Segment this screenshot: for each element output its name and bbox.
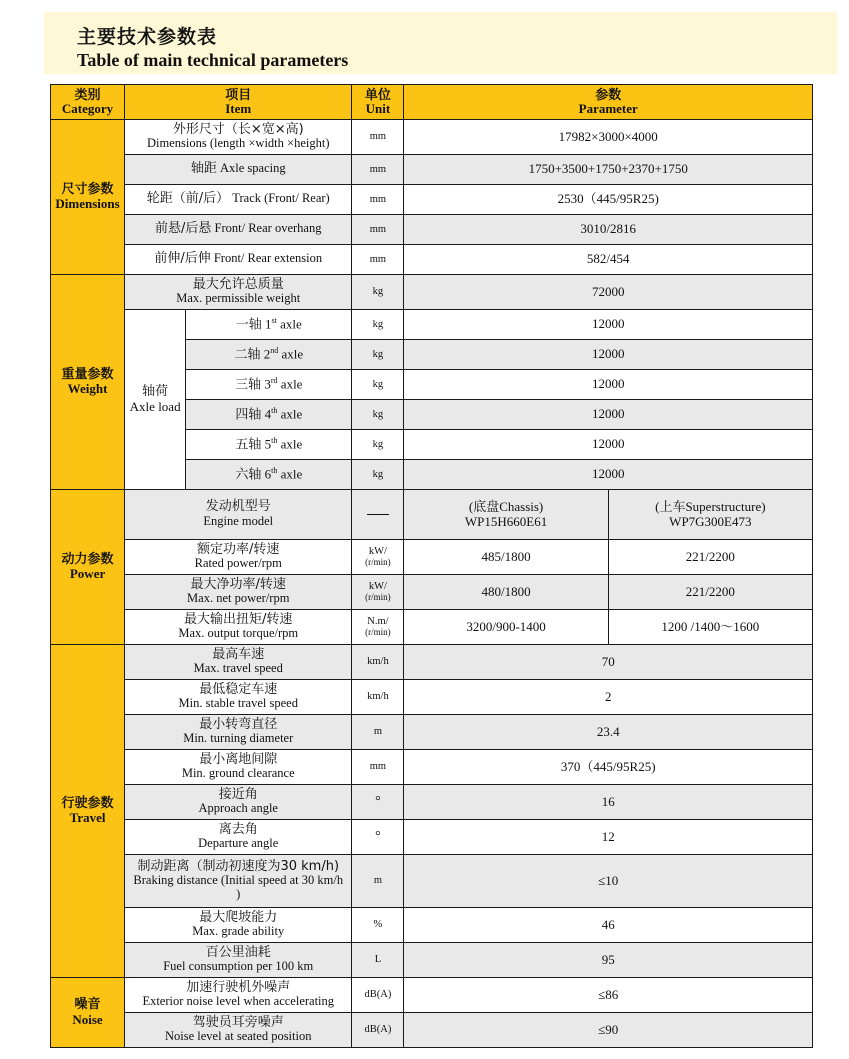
unit-cell: L [352, 943, 404, 978]
item-axle-spacing: 轴距 Axle spacing [125, 155, 352, 185]
item-min-speed: 最低稳定车速 Min. stable travel speed [125, 680, 352, 715]
unit-cell: dB(A) [352, 978, 404, 1013]
item-axle-load: 轴荷 Axle load [125, 310, 186, 490]
table-row [51, 575, 813, 610]
item-braking-distance: 制动距离（制动初速度为30 km/h) Braking distance (Initial speed at 30 km/h ) [125, 855, 352, 908]
item-exterior-noise: 加速行驶机外噪声 Exterior noise level when accelerating [125, 978, 352, 1013]
table-header-row [51, 85, 813, 120]
value-cell: 23.4 [404, 715, 813, 750]
table-row [51, 120, 813, 155]
dash-mark [367, 514, 389, 515]
value-cell: 221/2200 [608, 540, 812, 575]
table-row [51, 245, 813, 275]
item-departure-angle: 离去角 Departure angle [125, 820, 352, 855]
page-title-en: Table of main technical parameters [77, 50, 349, 70]
unit-cell: m [352, 855, 404, 908]
unit-cell: kW/ (r/min) [352, 540, 404, 575]
value-cell: 485/1800 [404, 540, 608, 575]
item-dimensions: 外形尺寸（长×宽×高) Dimensions (length ×width ×height) [125, 120, 352, 155]
unit-cell: mm [352, 120, 404, 155]
unit-cell: kg [352, 400, 404, 430]
table-row [51, 310, 813, 340]
value-cell: 12000 [404, 310, 813, 340]
table-row [51, 645, 813, 680]
table-row [51, 215, 813, 245]
table-row [51, 610, 813, 645]
unit-cell: kg [352, 310, 404, 340]
item-torque: 最大输出扭矩/转速 Max. output torque/rpm [125, 610, 352, 645]
table-row [51, 1013, 813, 1048]
unit-cell: ° [352, 785, 404, 820]
item-grade-ability: 最大爬坡能力 Max. grade ability [125, 908, 352, 943]
value-cell: 221/2200 [608, 575, 812, 610]
value-cell: 12 [404, 820, 813, 855]
value-cell: 2530（445/95R25) [404, 185, 813, 215]
value-cell: 12000 [404, 460, 813, 490]
value-cell: 1750+3500+1750+2370+1750 [404, 155, 813, 185]
value-super-engine: (上车Superstructure) WP7G300E473 [608, 490, 812, 540]
item-axle-5: 五轴 5th axle [186, 430, 352, 460]
table-row [51, 820, 813, 855]
category-noise: 噪音 Noise [51, 978, 125, 1048]
item-engine-model: 发动机型号 Engine model [125, 490, 352, 540]
page-title-cn: 主要技术参数表 [77, 26, 218, 48]
value-cell: 1200 /1400～1600 [608, 610, 812, 645]
item-rated-power: 额定功率/转速 Rated power/rpm [125, 540, 352, 575]
header-unit: 单位 Unit [352, 85, 404, 120]
value-cell: 12000 [404, 340, 813, 370]
value-cell: 95 [404, 943, 813, 978]
value-cell: 12000 [404, 400, 813, 430]
value-cell: 12000 [404, 430, 813, 460]
item-axle-6: 六轴 6th axle [186, 460, 352, 490]
item-max-speed: 最高车速 Max. travel speed [125, 645, 352, 680]
table-row [51, 855, 813, 908]
table-row [51, 490, 813, 540]
value-cell: ≤86 [404, 978, 813, 1013]
item-axle-3: 三轴 3rd axle [186, 370, 352, 400]
table-row [51, 185, 813, 215]
value-cell: 370（445/95R25) [404, 750, 813, 785]
value-cell: 582/454 [404, 245, 813, 275]
item-axle-2: 二轴 2nd axle [186, 340, 352, 370]
item-axle-1: 一轴 1st axle [186, 310, 352, 340]
value-cell: 46 [404, 908, 813, 943]
item-net-power: 最大净功率/转速 Max. net power/rpm [125, 575, 352, 610]
unit-cell: mm [352, 245, 404, 275]
value-cell: 3010/2816 [404, 215, 813, 245]
header-category: 类别 Category [51, 85, 125, 120]
category-dimensions: 尺寸参数 Dimensions [51, 120, 125, 275]
table-row [51, 275, 813, 310]
item-axle-4: 四轴 4th axle [186, 400, 352, 430]
table-row [51, 750, 813, 785]
table-row [51, 715, 813, 750]
value-cell: ≤10 [404, 855, 813, 908]
table-row [51, 680, 813, 715]
header-parameter: 参数 Parameter [404, 85, 813, 120]
unit-cell: kg [352, 340, 404, 370]
unit-cell: N.m/ (r/min) [352, 610, 404, 645]
unit-cell: m [352, 715, 404, 750]
item-turning-diameter: 最小转弯直径 Min. turning diameter [125, 715, 352, 750]
value-cell: 70 [404, 645, 813, 680]
table-row [51, 540, 813, 575]
value-cell: 3200/900-1400 [404, 610, 608, 645]
category-weight: 重量参数 Weight [51, 275, 125, 490]
header-item: 项目 Item [125, 85, 352, 120]
value-cell: 2 [404, 680, 813, 715]
table-row [51, 785, 813, 820]
table-row [51, 908, 813, 943]
unit-cell: kg [352, 430, 404, 460]
unit-cell: mm [352, 155, 404, 185]
item-extension: 前伸/后伸 Front/ Rear extension [125, 245, 352, 275]
item-fuel-consumption: 百公里油耗 Fuel consumption per 100 km [125, 943, 352, 978]
unit-cell: % [352, 908, 404, 943]
unit-cell [352, 490, 404, 540]
category-travel: 行驶参数 Travel [51, 645, 125, 978]
table-row [51, 155, 813, 185]
unit-cell: mm [352, 185, 404, 215]
category-power: 动力参数 Power [51, 490, 125, 645]
item-ground-clearance: 最小离地间隙 Min. ground clearance [125, 750, 352, 785]
unit-cell: km/h [352, 645, 404, 680]
unit-cell: ° [352, 820, 404, 855]
unit-cell: mm [352, 750, 404, 785]
unit-cell: km/h [352, 680, 404, 715]
unit-cell: dB(A) [352, 1013, 404, 1048]
item-overhang: 前悬/后悬 Front/ Rear overhang [125, 215, 352, 245]
item-track: 轮距（前/后） Track (Front/ Rear) [125, 185, 352, 215]
value-cell: 12000 [404, 370, 813, 400]
spec-table [50, 84, 813, 1048]
value-cell: 72000 [404, 275, 813, 310]
unit-cell: kW/ (r/min) [352, 575, 404, 610]
value-cell: 17982×3000×4000 [404, 120, 813, 155]
value-cell: ≤90 [404, 1013, 813, 1048]
item-max-weight: 最大允许总质量 Max. permissible weight [125, 275, 352, 310]
table-row [51, 978, 813, 1013]
unit-cell: kg [352, 460, 404, 490]
item-approach-angle: 接近角 Approach angle [125, 785, 352, 820]
table-row [51, 943, 813, 978]
unit-cell: mm [352, 215, 404, 245]
value-chassis-engine: (底盘Chassis) WP15H660E61 [404, 490, 608, 540]
value-cell: 480/1800 [404, 575, 608, 610]
unit-cell: kg [352, 370, 404, 400]
unit-cell: kg [352, 275, 404, 310]
item-seat-noise: 驾驶员耳旁噪声 Noise level at seated position [125, 1013, 352, 1048]
value-cell: 16 [404, 785, 813, 820]
